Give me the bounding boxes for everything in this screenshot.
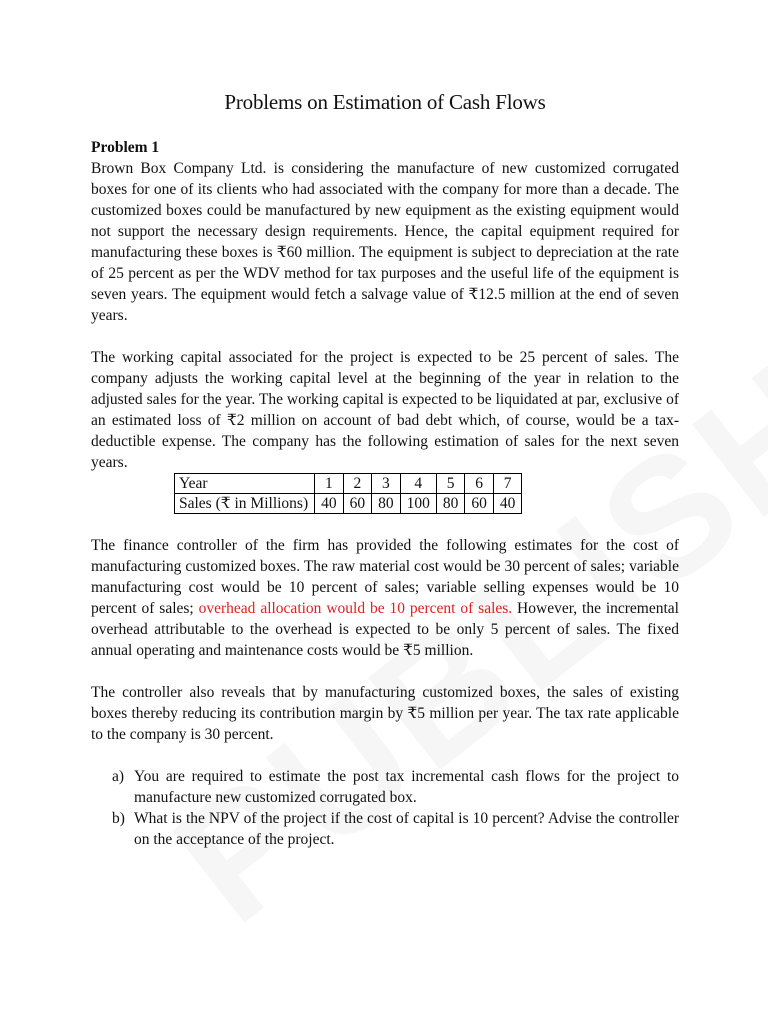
paragraph-3-end: However, the incremental overhead attributable to the overhead is expected to be only 5 percent of sales. The fixed annual operating and maintenance costs would be ₹5 million. bbox=[91, 600, 679, 659]
table-cell: 80 bbox=[372, 494, 401, 514]
list-item bbox=[91, 808, 679, 850]
paragraph-3 bbox=[91, 535, 679, 661]
table-cell: 4 bbox=[400, 474, 436, 494]
document-page bbox=[91, 90, 679, 850]
page-title: Problems on Estimation of Cash Flows bbox=[224, 90, 546, 114]
table-cell: 60 bbox=[465, 494, 494, 514]
table-cell: 2 bbox=[343, 474, 372, 494]
table-cell: 6 bbox=[465, 474, 494, 494]
table-cell: 3 bbox=[372, 474, 401, 494]
list-marker: b) bbox=[112, 810, 125, 827]
table-cell-label: Year bbox=[175, 474, 315, 494]
table-cell-label: Sales (₹ in Millions) bbox=[175, 494, 315, 514]
paragraph-2: The working capital associated for the project is expected to be 25 percent of sales. The company adjusts the working capital level at the beginning of the year in relation to the adjusted sales for the year. The working capital is expected to be liquidated at par, exclusive of an estimated loss of ₹2 million on account of bad debt which, of course, would be a tax-deductible expense. The company has the following estimation of sales for the next seven years. bbox=[91, 349, 679, 471]
table-cell: 60 bbox=[343, 494, 372, 514]
table-cell: 7 bbox=[493, 474, 522, 494]
list-item bbox=[91, 766, 679, 808]
table-row-sales bbox=[175, 494, 522, 514]
list-item-text: You are required to estimate the post tax incremental cash flows for the project to manufacture new customized corrugated box. bbox=[134, 768, 679, 806]
table-cell: 40 bbox=[493, 494, 522, 514]
problem-heading: Problem 1 bbox=[91, 139, 160, 156]
list-item-text: What is the NPV of the project if the cost of capital is 10 percent? Advise the controller on the acceptance of the project. bbox=[134, 810, 679, 848]
sales-table bbox=[174, 473, 522, 514]
highlighted-text: overhead allocation would be 10 percent of sales. bbox=[198, 600, 513, 617]
table-row-year bbox=[175, 474, 522, 494]
paragraph-4: The controller also reveals that by manufacturing customized boxes, the sales of existing boxes thereby reducing its contribution margin by ₹5 million per year. The tax rate applicable to the company is 30 percent. bbox=[91, 684, 679, 743]
paragraph-3-start: The finance controller of the firm has provided the following estimates for the cost of manufacturing customized boxes. The raw material cost would be 30 percent of sales; variable manufacturing cost would be 10 percent of sales; variable selling expenses would be 10 percent of sales; bbox=[91, 537, 679, 617]
paragraph-1: Brown Box Company Ltd. is considering the manufacture of new customized corrugated boxes for one of its clients who had associated with the company for more than a decade. The customized boxes could be manufactured by new equipment as the existing equipment would not support the necessary design requirements. Hence, the capital equipment required for manufacturing these boxes is ₹60 million. The equipment is subject to depreciation at the rate of 25 percent as per the WDV method for tax purposes and the useful life of the equipment is seven years. The equipment would fetch a salvage value of ₹12.5 million at the end of seven years. bbox=[91, 160, 679, 324]
table-cell: 80 bbox=[436, 494, 465, 514]
table-cell: 5 bbox=[436, 474, 465, 494]
question-list bbox=[91, 766, 679, 850]
table-cell: 100 bbox=[400, 494, 436, 514]
table-cell: 40 bbox=[315, 494, 344, 514]
table-cell: 1 bbox=[315, 474, 344, 494]
list-marker: a) bbox=[112, 768, 125, 785]
